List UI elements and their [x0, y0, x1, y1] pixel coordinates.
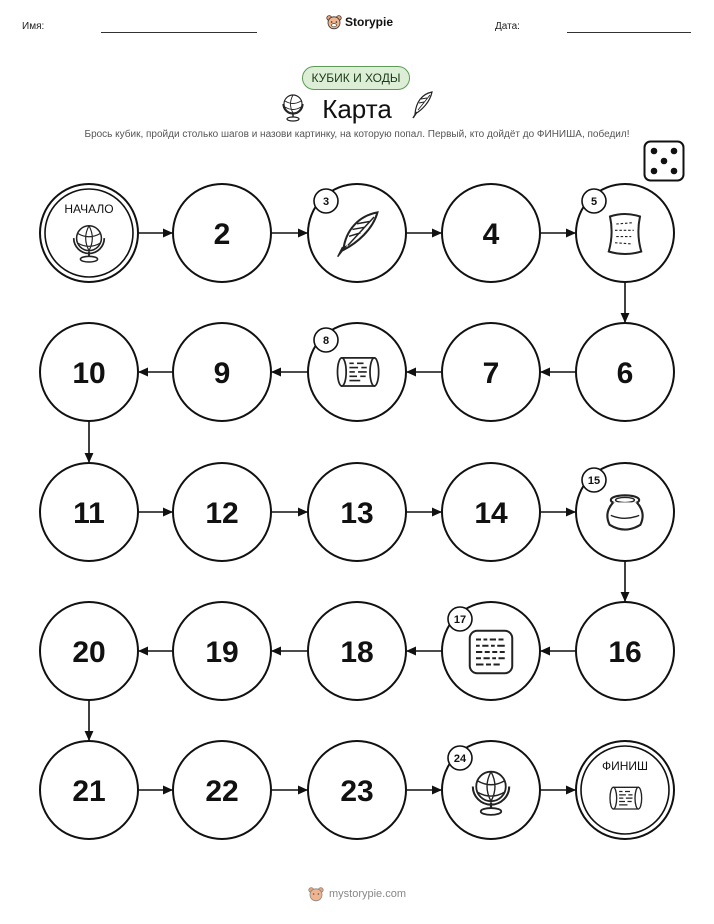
cell-number: 6 — [616, 357, 634, 390]
bear-mascot-icon — [308, 886, 324, 902]
board-cell-number — [308, 463, 406, 561]
brand-name: Storypie — [345, 15, 394, 29]
cell-number: 21 — [72, 775, 106, 808]
board-cell-number — [576, 323, 674, 421]
name-label: Имя: — [22, 21, 45, 32]
cell-number: 7 — [482, 357, 500, 390]
board-cell-number — [40, 602, 138, 700]
cell-number: 9 — [213, 357, 231, 390]
board-cell-picture — [576, 184, 674, 282]
board-cell-picture — [308, 323, 406, 421]
cell-number: 22 — [205, 775, 239, 808]
board-cell-number — [576, 602, 674, 700]
cell-number: 12 — [205, 497, 239, 530]
cell-number: 3 — [322, 196, 330, 208]
cell-number: 19 — [205, 636, 239, 669]
board-cell-number — [308, 741, 406, 839]
board-cell-number — [442, 323, 540, 421]
board-cell-number — [173, 323, 271, 421]
cell-number: 16 — [608, 636, 642, 669]
cell-label: НАЧАЛО — [64, 202, 114, 216]
cell-number: 18 — [340, 636, 374, 669]
board-cell-picture — [442, 741, 540, 839]
board-cell-number — [173, 463, 271, 561]
category-tag: КУБИК И ХОДЫ — [302, 66, 410, 90]
board-cell-number — [40, 323, 138, 421]
cell-number: 2 — [213, 218, 231, 251]
parchment-icon — [609, 214, 642, 254]
cell-number: 15 — [587, 475, 601, 487]
pot-icon — [607, 495, 642, 529]
footer-url[interactable]: mystorypie.com — [329, 888, 407, 900]
board-cell-number — [442, 463, 540, 561]
scroll-icon — [610, 787, 642, 809]
scroll-icon — [338, 358, 379, 386]
board-cell-number — [173, 184, 271, 282]
board-cell-number — [40, 463, 138, 561]
cell-number: 8 — [322, 335, 330, 347]
page-title: Карта — [322, 94, 392, 124]
board-cell-picture — [308, 184, 406, 282]
cell-number: 13 — [340, 497, 374, 530]
cell-number: 20 — [72, 636, 106, 669]
board-cell-number — [173, 741, 271, 839]
cell-number: 11 — [73, 497, 105, 530]
board-cell-number — [173, 602, 271, 700]
board-cell-picture — [576, 463, 674, 561]
cell-number: 4 — [482, 218, 500, 251]
board-cell-start — [40, 184, 138, 282]
board-cells — [40, 184, 674, 839]
board-cell-picture — [442, 602, 540, 700]
footer — [308, 886, 406, 902]
cell-number: 24 — [453, 753, 467, 765]
cell-number: 14 — [474, 497, 508, 530]
cell-number: 17 — [453, 614, 467, 626]
instructions: Брось кубик, пройди столько шагов и назови картинку, на которую попал. Первый, кто дойдёт до ФИНИША, победил! — [84, 129, 630, 140]
board-cell-finish — [576, 741, 674, 839]
tablet-icon — [470, 631, 513, 674]
board-cell-number — [442, 184, 540, 282]
board-cell-number — [308, 602, 406, 700]
cell-number: 5 — [590, 196, 598, 208]
board-cell-number — [40, 741, 138, 839]
cell-number: 23 — [340, 775, 374, 808]
cell-label: ФИНИШ — [601, 759, 649, 773]
date-label: Дата: — [495, 21, 520, 32]
cell-number: 10 — [72, 357, 106, 390]
